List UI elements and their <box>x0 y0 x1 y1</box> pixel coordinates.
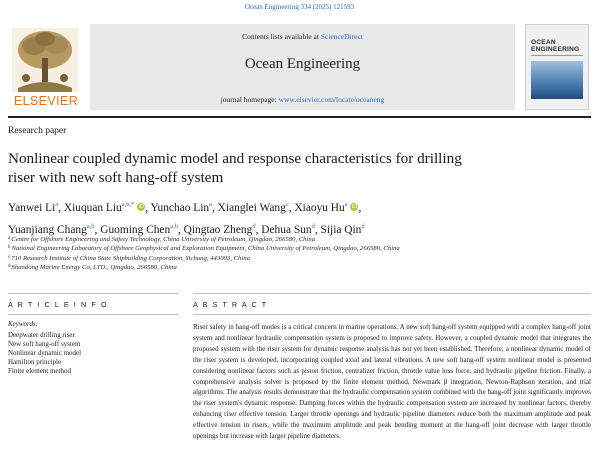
cover-title-line1: OCEAN <box>531 39 556 46</box>
author <box>64 202 145 214</box>
journal-citation[interactable]: Ocean Engineering 334 (2025) 121593 <box>244 3 355 11</box>
cover-divider <box>531 55 583 56</box>
homepage-line <box>90 95 515 104</box>
abstract-rule <box>193 293 591 294</box>
keyword-item[interactable]: New soft hang-off system <box>8 339 81 348</box>
keyword-item[interactable]: Finite element method <box>8 366 71 375</box>
affiliation <box>8 263 583 272</box>
author <box>8 202 58 214</box>
keyword-item[interactable]: Deepwater drilling riser <box>8 331 75 339</box>
author-name[interactable]: Xiuquan Liu <box>63 202 122 214</box>
contents-line <box>90 32 515 41</box>
journal-masthead <box>8 24 591 111</box>
affiliation-text: Shandong Marine Energy Co, LTD., Qingdao, 266580, China <box>11 264 177 272</box>
header-divider <box>8 116 591 118</box>
keyword-list <box>8 331 178 376</box>
author-name[interactable]: Guoming Chen <box>100 223 171 236</box>
affiliation <box>8 254 583 263</box>
cover-title <box>531 39 579 53</box>
author-affiliation-marker[interactable]: a <box>344 201 348 208</box>
article-title-line2: riser with new soft hang-off system <box>8 169 224 186</box>
author-affiliation-marker[interactable]: a <box>209 201 212 208</box>
article-info-rule-lower <box>8 314 178 315</box>
journal-banner <box>90 24 515 110</box>
article-info-heading: A R T I C L E I N F O <box>8 300 109 309</box>
author-name[interactable]: Dehua Sun <box>261 223 312 236</box>
sciencedirect-link[interactable]: ScienceDirect <box>320 32 363 41</box>
elsevier-wordmark: ELSEVIER <box>13 94 79 108</box>
author-affiliation-marker[interactable]: a <box>55 201 59 208</box>
article-title-line1: Nonlinear coupled dynamic model and response characteristics for drilling <box>8 150 462 167</box>
article-title <box>8 149 548 187</box>
affiliation <box>8 235 583 244</box>
author-affiliation-marker[interactable]: d <box>311 222 315 230</box>
keyword-item[interactable]: Nonlinear dynamic model <box>8 348 82 357</box>
article-info-rule <box>8 293 178 294</box>
author <box>294 202 358 214</box>
corresponding-author-mark[interactable]: * <box>131 201 135 208</box>
affiliation-marker: d <box>8 264 11 270</box>
author-name[interactable]: Yanwei Li <box>8 202 56 214</box>
elsevier-logo[interactable] <box>8 24 84 111</box>
cover-title-line2: ENGINEERING <box>531 46 580 53</box>
author-name[interactable]: Xiaoyu Hu <box>294 202 345 214</box>
keywords-label: Keywords: <box>8 320 39 328</box>
journal-homepage-link[interactable]: www.elsevier.com/locate/oceaneng <box>278 95 385 104</box>
homepage-prefix: journal homepage: <box>220 95 279 104</box>
affiliation-marker: b <box>8 245 11 251</box>
affiliation-marker: c <box>8 254 11 260</box>
affiliation-text: Centre for Offshore Engineering and Safety Technology, China University of Petroleum, Qingdao, 266580, China <box>11 236 316 243</box>
author-list: Yanwei Li$^a$, Xiuquan Liu$^{a,b,*}$ iD, Yunchao Lin$^a$, Xianglei Wang$^c$, Xiaoyu Hu$^a$ iD, Yuanjiang Chang$^{a,b}$, Guoming Chen$^{a,b}$, Qingtao Zheng$^d$, Dehua Sun$^d$, Sijia Qin$^d$ <box>8 201 365 236</box>
elsevier-tree-logo-icon <box>12 28 78 92</box>
author-affiliation-marker[interactable]: a,b, <box>121 201 132 208</box>
affiliation-text: National Engineering Laboratory of Offshore Geophysical and Exploration Equipment, China University of Petroleum, Qingdao, 266580, China <box>11 245 400 253</box>
author <box>321 224 365 236</box>
author <box>218 202 289 214</box>
abstract-text: Riser safety in hang-off modes is a critical concern in marine operations. A new soft hang-off system equipped with a complex hang-off joint system and nonlinear hydraulic compensation system is proposed to improve safety. However, a coupled dynamic model that integrates the proposed system with the riser system for dynamic response analysis has not yet been established. Therefore, a nonlinear dynamic model of the riser system is developed, incorporating coupled axial and lateral vibrations. A new soft hang-off system nonlinear model is presented considering nonlinear factors such as piston friction, centralizer friction, throttle value loss force, and hydraulic pipeline friction. Finally, a comprehensive analysis solver is proposed by the finite element method, Newmark β integration, Newton-Raphson iteration, and trial algorithms. The analysis results demonstrate that the hydraulic compensation system combined with the hang-off joint significantly improves the riser system's dynamic response. Damping forces within the hydraulic compensation system are increased by nonlinear factors, thereby enhancing riser effective tension. Larger throttle openings and hydraulic pipeline diameters reduce both the maximum amplitude and peak effective tension in risers, while the maximum amplitude and peak bending moment at the hang-off joint decrease with larger throttle openings but increase with larger pipeline diameters. <box>193 323 591 441</box>
author-affiliation-marker[interactable]: a,b <box>86 222 95 230</box>
author-name[interactable]: Yuanjiang Chang <box>8 223 87 236</box>
author-name[interactable]: Xianglei Wang <box>217 202 286 214</box>
orcid-icon[interactable]: iD <box>351 204 358 210</box>
journal-cover-thumbnail[interactable] <box>525 24 589 110</box>
orcid-icon[interactable]: iD <box>138 204 144 210</box>
affiliation-text: 710 Research Institute of China State Shipbuilding Corporation, Yichang, 443003, China <box>11 254 250 262</box>
author <box>8 224 95 236</box>
author <box>184 224 256 236</box>
author-name[interactable]: Qingtao Zheng <box>183 223 253 236</box>
keyword-item[interactable]: Hamilton principle <box>8 357 62 366</box>
author-affiliation-marker[interactable]: a,b <box>170 222 178 230</box>
author-affiliation-marker[interactable]: d <box>361 222 365 230</box>
cover-image <box>531 61 583 99</box>
author <box>261 224 315 236</box>
article-type: Research paper <box>8 126 67 136</box>
author-name[interactable]: Sijia Qin <box>320 223 362 236</box>
author <box>100 224 178 236</box>
author-name[interactable]: Yunchao Lin <box>150 202 210 214</box>
affiliation <box>8 244 583 253</box>
contents-prefix: Contents lists available at <box>242 32 321 41</box>
author <box>151 202 212 214</box>
abstract-heading: A B S T R A C T <box>193 300 268 309</box>
journal-title: Ocean Engineering <box>244 56 361 72</box>
abstract-rule-lower <box>193 314 591 315</box>
author-affiliation-marker[interactable]: c <box>285 201 289 208</box>
author-affiliation-marker[interactable]: d <box>252 222 256 230</box>
affiliation-marker: a <box>8 236 11 241</box>
affiliation-list <box>8 235 583 273</box>
